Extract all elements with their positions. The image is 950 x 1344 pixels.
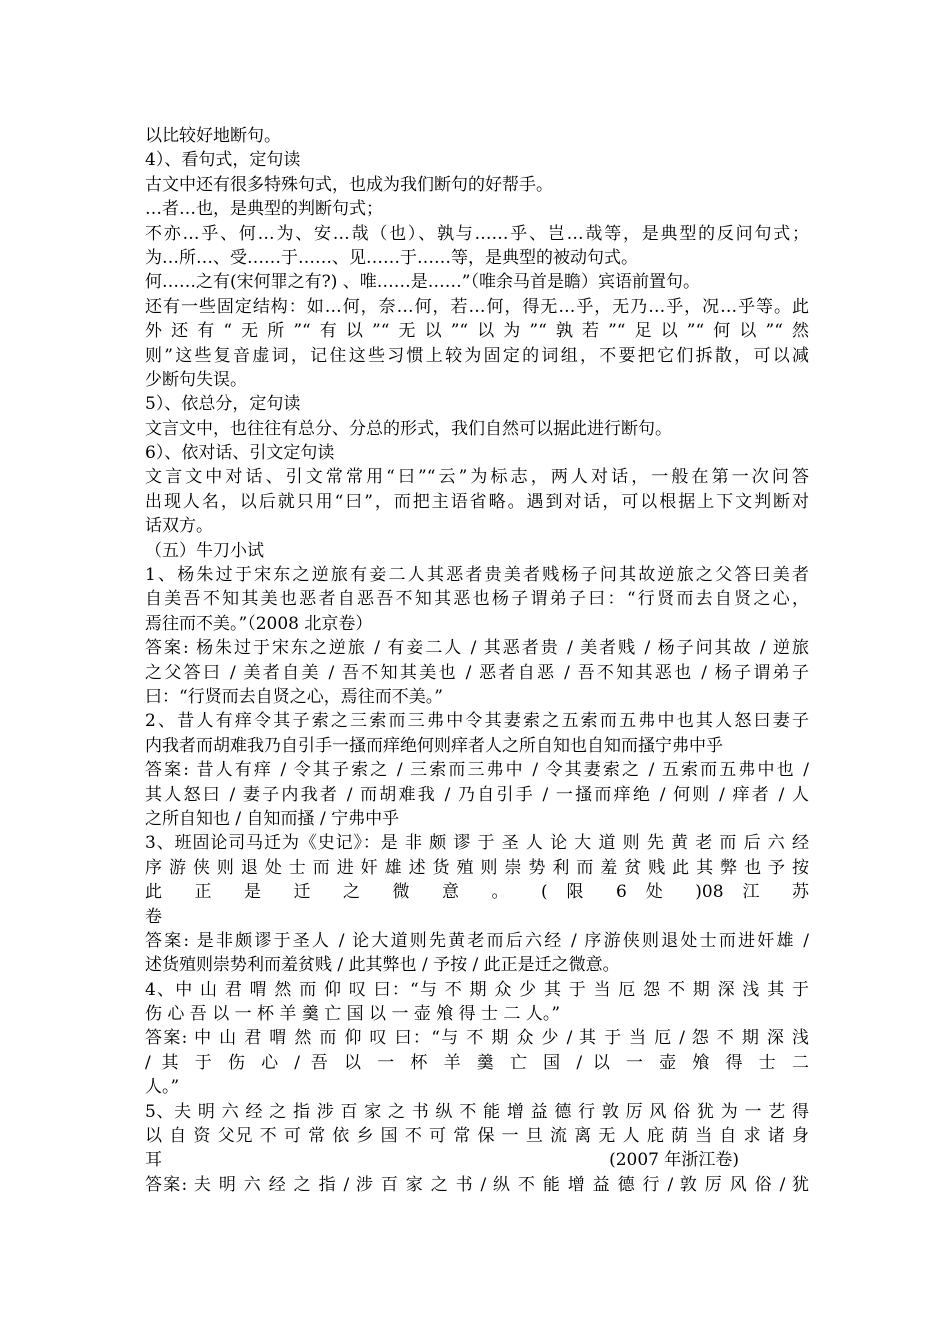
text-line: 焉往而不美。”（2008 北京卷）: [145, 613, 373, 634]
text-line: 文言文中对话、引文常常用“曰”“云”为标志，两人对话，一般在第一次问答: [145, 467, 809, 488]
text-line: 则”这些复音虚词，记住这些习惯上较为固定的词组，不要把它们拆散，可以减: [145, 345, 809, 366]
text-line: 外还有“无所”“有以”“无以”“以为”“孰若”“足以”“何以”“然: [145, 321, 809, 342]
text-line: 其人怒曰 / 妻子内我者 / 而胡难我 / 乃自引手 / 一搔而痒绝 / 何则 / 痒者 / 人: [145, 784, 809, 805]
text-line: 少断句失误。: [145, 369, 247, 390]
text-line: [145, 1148, 809, 1172]
text-line: 4、中 山 君 喟 然 而 仰 叹 曰：“与 不 期 众 少 其 于 当 厄 怨 不 期 深 浅 其 于: [145, 979, 809, 1000]
text-line: / 其 于 伤 心 / 吾 以 一 杯 羊 羹 亡 国 / 以 一 壶 飧 得 士 二: [145, 1052, 809, 1073]
text-line: 6）、依对话、引文定句读: [145, 443, 335, 464]
text-line: 答案: 昔人有痒 / 令其子索之 / 三索而三弗中 / 令其妻索之 / 五索而五弗中也 /: [145, 760, 809, 781]
text-line: 此 正 是 迁 之 微 意 。 ( 限 6 处 )08 江 苏: [145, 882, 809, 903]
text-line: 人。”: [145, 1077, 180, 1098]
text-line: 3、班固论司马迁为《史记》：是 非 颇 谬 于 圣 人 论 大 道 则 先 黄 老 而 后 六 经: [145, 833, 809, 854]
text-line: 1、杨朱过于宋东之逆旅有妾二人其恶者贵美者贱杨子问其故逆旅之父答曰美者: [145, 565, 809, 586]
document-page: [145, 124, 809, 1197]
text-line: 5、夫 明 六 经 之 指 涉 百 家 之 书 纵 不 能 增 益 德 行 敦 厉 风 俗 犹 为 一 艺 得: [145, 1101, 809, 1122]
text-line: 卷: [145, 906, 162, 927]
text-line: 何……之有(宋何罪之有?) 、唯……是……”（唯余马首是瞻）宾语前置句。: [145, 272, 700, 293]
text-line: 还有一些固定结构：如…何，奈…何，若…何，得无…乎，无乃…乎，况…乎等。此: [145, 296, 809, 317]
text-line: …者…也，是典型的判断句式；: [145, 199, 383, 220]
text-line: 序 游 侠 则 退 处 士 而 进 奸 雄 述 货 殖 则 崇 势 利 而 羞 贫 贱 此 其 弊 也 予 按: [145, 857, 809, 878]
text-line: 古文中还有很多特殊句式，也成为我们断句的好帮手。: [145, 174, 553, 195]
text-line: 4）、看句式，定句读: [145, 150, 301, 171]
text-line: 之父答曰 / 美者自美 / 吾不知其美也 / 恶者自恶 / 吾不知其恶也 / 杨子谓弟子: [145, 662, 809, 683]
text-line: 5）、依总分，定句读: [145, 394, 301, 415]
text-line: 答案: 夫 明 六 经 之 指 / 涉 百 家 之 书 / 纵 不 能 增 益 德 行 / 敦 厉 风 俗 / 犹: [145, 1174, 809, 1195]
text-line: 以 自 资 父兄 不 可 常 依 乡 国 不 可 常 保 一 旦 流 离 无 人 庇 荫 当 自 求 诸 身: [145, 1126, 809, 1147]
text-line: 为…所…、受……于……、见……于……等，是典型的被动句式。: [145, 247, 638, 268]
text-line: 内我者而胡难我乃自引手一搔而痒绝何则痒者人之所自知也自知而搔宁弗中乎: [145, 735, 723, 756]
text-line: （五）牛刀小试: [145, 540, 264, 561]
text-line: 答案: 中 山 君 喟 然 而 仰 叹 曰：“与 不 期 众 少 / 其 于 当 厄 / 怨 不 期 深 浅: [145, 1028, 809, 1049]
text-line: 以比较好地断句。: [145, 126, 281, 146]
text-line: 自美吾不知其美也恶者自恶吾不知其恶也杨子谓弟子曰：“行贤而去自贤之心，: [145, 589, 809, 610]
text-line: 述货殖则崇势利而羞贫贱 / 此其弊也 / 予按 / 此正是迁之微意。: [145, 955, 620, 976]
text-line: 答案: 杨朱过于宋东之逆旅 / 有妾二人 / 其恶者贵 / 美者贱 / 杨子问其故 / 逆旅: [145, 638, 809, 659]
text-line: 不亦…乎、何…为、安…哉（也）、孰与……乎、岂…哉等，是典型的反问句式；: [145, 223, 809, 244]
text-line: 之所自知也 / 自知而搔 / 宁弗中乎: [145, 808, 400, 829]
text-line: 伤 心 吾 以 一 杯 羊 羹 亡 国 以 一 壶 飧 得 士 二 人。”: [145, 1004, 561, 1025]
text-line: 话双方。: [145, 516, 213, 537]
text-line: 文言文中，也往往有总分、分总的形式，我们自然可以据此进行断句。: [145, 418, 672, 439]
text-line: 2、昔人有痒令其子索之三索而三弗中令其妻索之五索而五弗中也其人怒曰妻子: [145, 711, 809, 732]
text-line: 曰：“行贤而去自贤之心，焉往而不美。”: [145, 686, 443, 707]
source-note: (2007 年浙江卷): [609, 1150, 739, 1171]
text-line: 出现人名，以后就只用“曰”，而把主语省略。遇到对话，可以根据上下文判断对: [145, 491, 809, 512]
text-line: 答案: 是非颇谬于圣人 / 论大道则先黄老而后六经 / 序游侠则退处士而进奸雄 /: [145, 930, 809, 951]
text-fragment: 耳: [145, 1150, 162, 1171]
